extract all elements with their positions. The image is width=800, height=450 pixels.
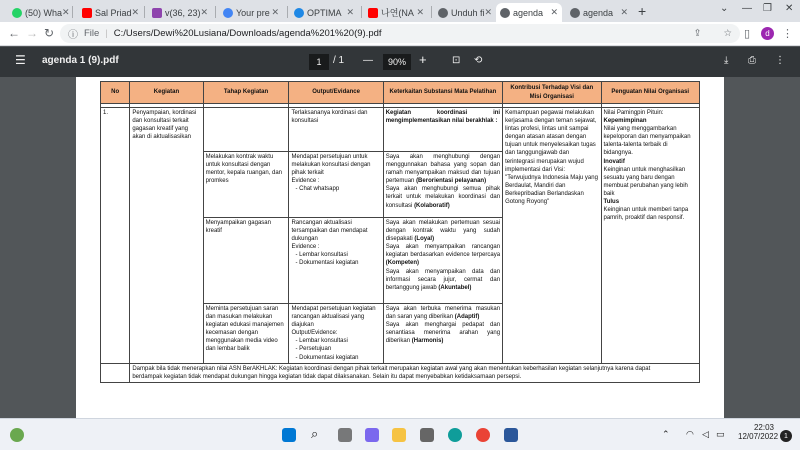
avatar[interactable]: d [761,27,774,40]
scheme-label: File [84,28,100,39]
tray-chevron-icon[interactable]: ⌃ [662,429,670,439]
forward-icon[interactable]: → [26,26,38,40]
tab-agenda-active[interactable]: agenda ✕ [496,3,562,22]
youtube-icon [368,8,378,18]
close-tab-icon[interactable]: ✕ [346,7,354,17]
fit-page-icon[interactable]: ⊡ [452,55,461,66]
taskbar [0,418,800,450]
task-view-icon[interactable] [338,428,352,442]
info-icon: ⓘ [68,30,78,41]
page-count: / 1 [333,55,345,66]
edge-icon[interactable] [448,428,462,442]
youtube-icon [82,8,92,18]
penguatan-cell: Nilai Pamingpin Pituin: Kepemimpinan Nilai yang menggambarkan kepeloporan dan menyampaikan talenta-talenta terbaik di bidangnya. Inovatif Keinginan untuk menghasilkan sesuatu yang baru dengan membuat perubahan yang lebih baik Tulus Keinginan untuk memberi tanpa pamrih, proaktif dan responsif. [601,108,700,364]
tahap-cell: Melakukan kontrak waktu untuk konsultasi dengan mentor, kepala ruangan, dan promkes [203,152,289,218]
close-tab-icon[interactable]: ✕ [550,7,558,17]
globe-icon [438,8,448,18]
header-row [101,82,700,104]
new-tab-button[interactable]: + [638,3,647,19]
col-header-tahap: Tahap Kegiatan [203,82,289,104]
output-cell: Rancangan aktualisasi tersampaikan dan mendapat dukungan Evidence : - Lembar konsultasi - Dokumentasi kegiatan [289,218,383,304]
tahap-cell: Meminta persetujuan saran dan masukan melakukan kegiatan edukasi manajemen kecemasan dengan menggunakan media video dan lembar balik [203,304,289,364]
zoom-in-button[interactable]: + [419,52,427,67]
wifi-icon[interactable]: ◠ [686,429,694,439]
col-header-output: Output/Evidance [289,82,383,104]
col-header-no: No [101,82,130,104]
substansi-cell: Kegiatan koordinasi ini mengimplementasikan nilai berakhlak : [383,108,502,152]
reload-icon[interactable]: ↻ [44,26,55,40]
tab-agenda-2[interactable]: agenda ✕ [566,3,632,22]
chat-icon[interactable] [365,428,379,442]
close-tab-icon[interactable]: ✕ [271,7,279,17]
footer-row [101,364,700,383]
chrome-icon[interactable] [476,428,490,442]
agenda-table [100,81,700,383]
volume-icon[interactable]: ◁ [702,429,709,439]
pdf-title: agenda 1 (9).pdf [42,55,119,66]
zoom-out-button[interactable]: — [363,55,373,66]
print-icon[interactable]: ⎙ [748,55,756,66]
file-explorer-icon[interactable] [392,428,406,442]
dampak-cell: Dampak bila tidak menerapkan nilai ASN BerAKHLAK: Kegiatan koordinasi dengan pihak terkait merupakan kegiatan awal yang akan menentukan keberhasilan kegiatan selanjutnya karena dapat berdampak kegiatan tidak mendapat dukungan hingga kegiatan tidak dapat dilaksanakan. Selain itu dapat menyebabkan ketidaksamaan persepsi. [130,364,700,383]
substansi-cell: Saya akan melakukan pertemuan sesuai dengan kontrak waktu yang sudah disepakati (Loyal) Saya akan menyampaikan rancangan kegiatan berdasarkan evidence terpercaya (Kompeten) Saya akan menyampaikan data dan informasi secara jujur, cermat dan bertanggung jawab (Akuntabel) [383,218,502,304]
start-button[interactable] [282,428,296,442]
row-number: 1. [101,108,130,364]
word-icon[interactable] [504,428,518,442]
substansi-cell: Saya akan menghubungi dengan menggunnakan bahasa yang sopan dan ramah menyampaikan maksud dan tujuan pertemuan (Berorientasi pelayanan) Saya akan menghubungi semua pihak terkait untuk melakukan koordinasi dan konsultasi (Kolaboratif) [383,152,502,218]
address-bar-row [0,22,800,46]
output-cell: Terlaksananya kordinasi dan konsultasi [289,108,383,152]
kegiatan-cell: Penyampaian, kordinasi dan konsultasi terkait gagasan kreatif yang akan di aktualisasikan [130,108,203,364]
tab-unduh[interactable]: Unduh fi ✕ [434,3,496,22]
battery-icon[interactable]: ▭ [716,429,725,439]
close-window-icon[interactable]: ✕ [785,3,794,14]
restore-icon[interactable]: ❐ [763,3,772,14]
more-options-icon[interactable]: ⋮ [775,55,785,66]
tab-youtube-1[interactable]: Sal Priad ✕ [78,3,140,22]
tab-your-pre[interactable]: Your pre ✕ [219,3,283,22]
output-cell: Mendapat persetujuan kegiatan rancangan aktualisasi yang diajukan Output/Evidence: - Lembar konsultasi - Persetujuan - Dokumentasi kegiatan [289,304,383,364]
pdf-viewer[interactable] [0,77,800,418]
minimize-icon[interactable]: — [742,3,752,14]
close-tab-icon[interactable]: ✕ [620,7,628,17]
table-row [101,108,700,152]
back-icon[interactable]: ← [8,26,20,40]
close-tab-icon[interactable]: ✕ [484,7,493,17]
bookmark-star-icon[interactable]: ☆ [723,28,732,39]
kontribusi-cell: Kemampuan pegawai melakukan kerjasama dengan teman sejawat, lintas profesi, lintas unit sampai dengan atasan atasan dengan tujuan untuk menyelesaikan tugas dan tanggungjawab dan terintegrasi merupakan wujud implementasi dari Visi: "Terwujudnya Indonesia Maju yang Berdaulat, Mandiri dan Berkepribadian Berlandaskan Gotong Royong" [503,108,601,364]
clock[interactable]: 22:03 12/07/2022 [738,423,779,441]
rotate-icon[interactable]: ⟲ [474,55,483,66]
substansi-cell: Saya akan terbuka menerima masukan dan saran yang diberikan (Adaptif) Saya akan menghargai pedapat dan senantiasa menerima arahan yang diberikan (Harmonis) [383,304,502,364]
search-icon[interactable]: ⌕ [311,426,319,441]
globe-icon [570,8,580,18]
globe-icon [294,8,304,18]
col-header-kontribusi: Kontribusi Terhadap Visi dan Misi Organisasi [503,82,601,104]
globe-icon [500,8,510,18]
site-icon [152,8,162,18]
col-header-penguatan: Penguatan Nilai Organisasi [601,82,700,104]
whatsapp-icon [12,8,22,18]
tab-optima[interactable]: OPTIMA ✕ [290,3,358,22]
hamburger-menu-icon[interactable]: ☰ [15,53,26,67]
weather-icon[interactable] [10,428,24,442]
tab-whatsapp[interactable]: (50) Wha ✕ [8,3,70,22]
tab-strip [0,0,800,22]
page-number-input[interactable]: 1 [309,54,329,70]
url-text[interactable]: C:/Users/Dewi%20Lusiana/Downloads/agenda%201%20(9).pdf [113,28,382,39]
tahap-cell: Menyampaikan gagasan kreatif [203,218,289,304]
zoom-level-input[interactable]: 90% [383,54,411,70]
pdf-toolbar [0,47,800,77]
close-tab-icon[interactable]: ✕ [62,7,70,17]
download-icon[interactable]: ⤓ [724,55,729,66]
close-tab-icon[interactable]: ✕ [416,7,424,17]
pdf-page [76,77,724,418]
menu-icon[interactable]: ⋮ [782,28,793,40]
col-header-substansi: Keterkaitan Substansi Mata Pelatihan [383,82,502,104]
tab-search-icon[interactable]: ⌄ [720,3,729,14]
tab-v36[interactable]: v(36, 23) ✕ [148,3,210,22]
google-icon [223,8,233,18]
side-panel-icon[interactable]: ▯ [744,28,751,40]
tab-youtube-2[interactable]: 나연(NA ✕ [364,3,428,22]
notification-badge[interactable]: 1 [780,430,792,442]
close-tab-icon[interactable]: ✕ [131,7,140,17]
col-header-kegiatan: Kegiatan [130,82,203,104]
output-cell: Mendapat persetujuan untuk melakukan konsultasi dengan pihak terkait Evidence : - Chat whatsapp [289,152,383,218]
share-icon[interactable]: ⇪ [693,28,702,39]
camera-icon[interactable] [420,428,434,442]
close-tab-icon[interactable]: ✕ [200,7,209,17]
omnibox[interactable]: ⓘ File | C:/Users/Dewi%20Lusiana/Downloads/agenda%201%20(9).pdf ⇪ ☆ [60,24,740,43]
